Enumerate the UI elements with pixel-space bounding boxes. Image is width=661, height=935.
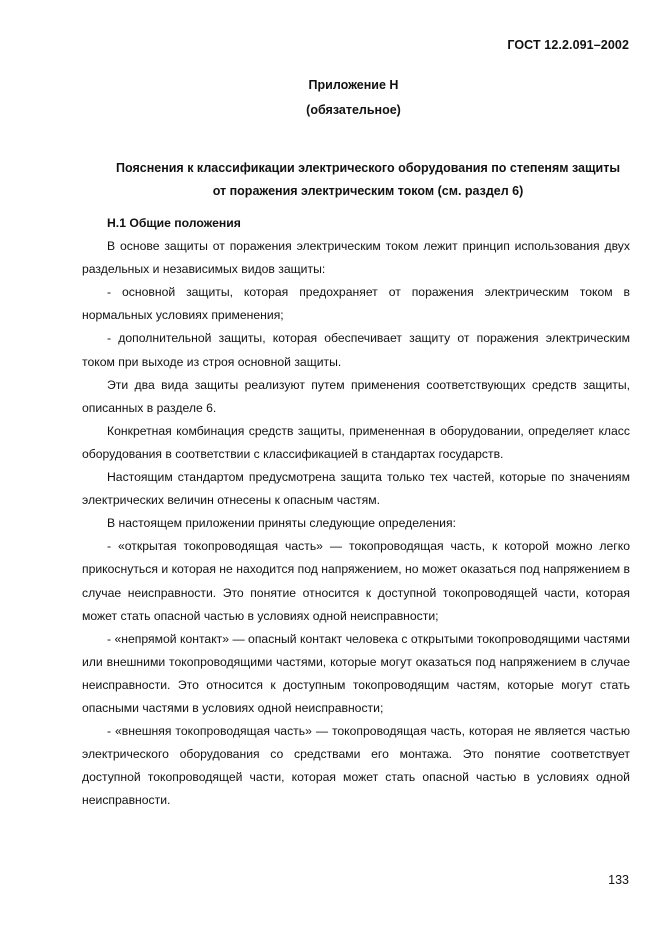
standard-designation: ГОСТ 12.2.091–2002 (507, 38, 629, 52)
paragraph: В основе защиты от поражения электрическим током лежит принцип использования двух раздельных и независимых видов защиты: (82, 239, 630, 277)
paragraph: Настоящим стандартом предусмотрена защита только тех частей, которые по значениям электрических величин отнесены к опасным частям. (82, 470, 630, 508)
paragraph: В настоящем приложении приняты следующие определения: (107, 516, 456, 531)
appendix-status: (обязательное) (306, 103, 401, 117)
page-number: 133 (608, 873, 629, 887)
document-title: Пояснения к классификации электрического оборудования по степеням защиты от поражения электрическим током (см. раздел 6) (116, 161, 620, 198)
section-body (82, 212, 630, 812)
paragraph: - дополнительной защиты, которая обеспечивает защиту от поражения электрическим током при выходе из строя основной защиты. (82, 331, 630, 369)
paragraph: - «непрямой контакт» — опасный контакт человека с открытыми токопроводящими частями или внешними токопроводящими частями, которые могут оказаться под напряжением в случае неисправности. Это относится к доступным токопроводящим частям, которые могут стать опасными частями в условиях одной неисправности; (82, 631, 630, 715)
paragraph: - основной защиты, которая предохраняет от поражения электрическим током в нормальных условиях применения; (82, 285, 630, 323)
paragraph: - «внешняя токопроводящая часть» — токопроводящая часть, которая не является частью электрического оборудования со средствами его монтажа. Это понятие соответствует доступной токопроводящей части, которая может стать опасной частью в условиях одной неисправности. (82, 724, 630, 808)
paragraph: Конкретная комбинация средств защиты, примененная в оборудовании, определяет класс оборудования в соответствии с классификацией в стандартах государств. (82, 423, 630, 461)
paragraph: Эти два вида защиты реализуют путем применения соответствующих средств защиты, описанных в разделе 6. (82, 377, 630, 415)
section-heading: Н.1 Общие положения (107, 216, 241, 230)
appendix-title: Приложение Н (308, 78, 399, 92)
paragraph: - «открытая токопроводящая часть» — токопроводящая часть, к которой можно легко прикоснуться и которая не находится под напряжением, но может оказаться под напряжением в случае неисправности. Это понятие относится к доступной токопроводящей части, которая может стать опасной частью в условиях одной неисправности; (82, 539, 630, 623)
